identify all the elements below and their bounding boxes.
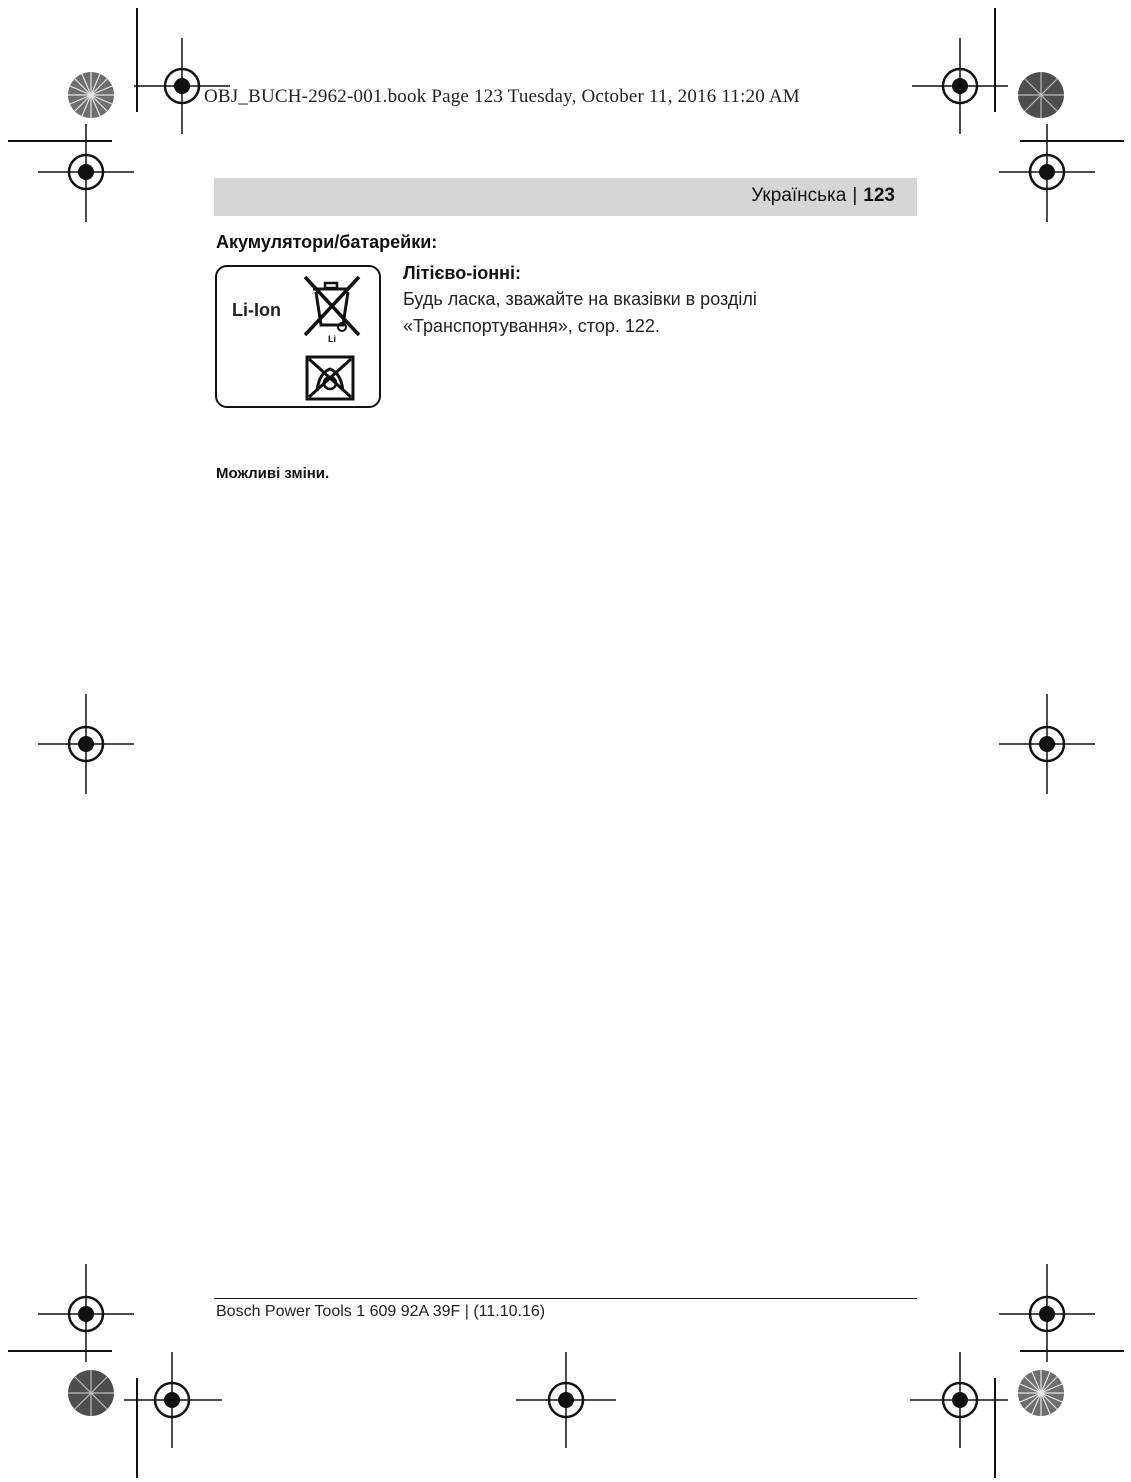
registration-mark-icon	[997, 122, 1097, 222]
print-slug: OBJ_BUCH-2962-001.book Page 123 Tuesday, October 11, 2016 11:20 AM	[204, 86, 800, 107]
page-number: 123	[863, 185, 895, 206]
registration-mark-icon	[36, 694, 136, 794]
subsection-title: Літієво-іонні:	[403, 263, 521, 283]
registration-mark-icon	[910, 36, 1010, 136]
body-text-line: «Транспортування», стор. 122.	[403, 316, 660, 336]
header-language: Українська	[751, 185, 847, 206]
registration-mark-icon	[122, 1350, 222, 1450]
registration-mark-icon	[997, 1264, 1097, 1364]
registration-mark-icon	[36, 122, 136, 222]
header-separator: |	[852, 185, 858, 206]
starburst-target-icon	[1016, 1368, 1066, 1418]
registration-mark-icon	[910, 1350, 1010, 1450]
li-ion-symbol-box	[215, 265, 381, 408]
registration-mark-icon	[516, 1350, 616, 1450]
li-ion-label: Li-Ion	[232, 300, 281, 320]
starburst-target-icon	[66, 1368, 116, 1418]
header-text	[751, 185, 895, 207]
section-title: Акумулятори/батарейки:	[216, 232, 438, 252]
crossed-bin-icon	[299, 275, 365, 337]
changes-note: Можливі зміни.	[216, 465, 330, 482]
starburst-target-icon	[1016, 70, 1066, 120]
starburst-target-icon	[66, 70, 116, 120]
li-tag: Li	[328, 334, 336, 344]
page-header	[214, 178, 917, 216]
footer-divider	[214, 1298, 917, 1299]
recycle-icon	[305, 355, 355, 401]
page-footer: Bosch Power Tools 1 609 92A 39F | (11.10.16)	[216, 1303, 546, 1320]
registration-mark-icon	[36, 1264, 136, 1364]
registration-mark-icon	[997, 694, 1097, 794]
body-text-line: Будь ласка, зважайте на вказівки в розділі	[403, 289, 757, 309]
